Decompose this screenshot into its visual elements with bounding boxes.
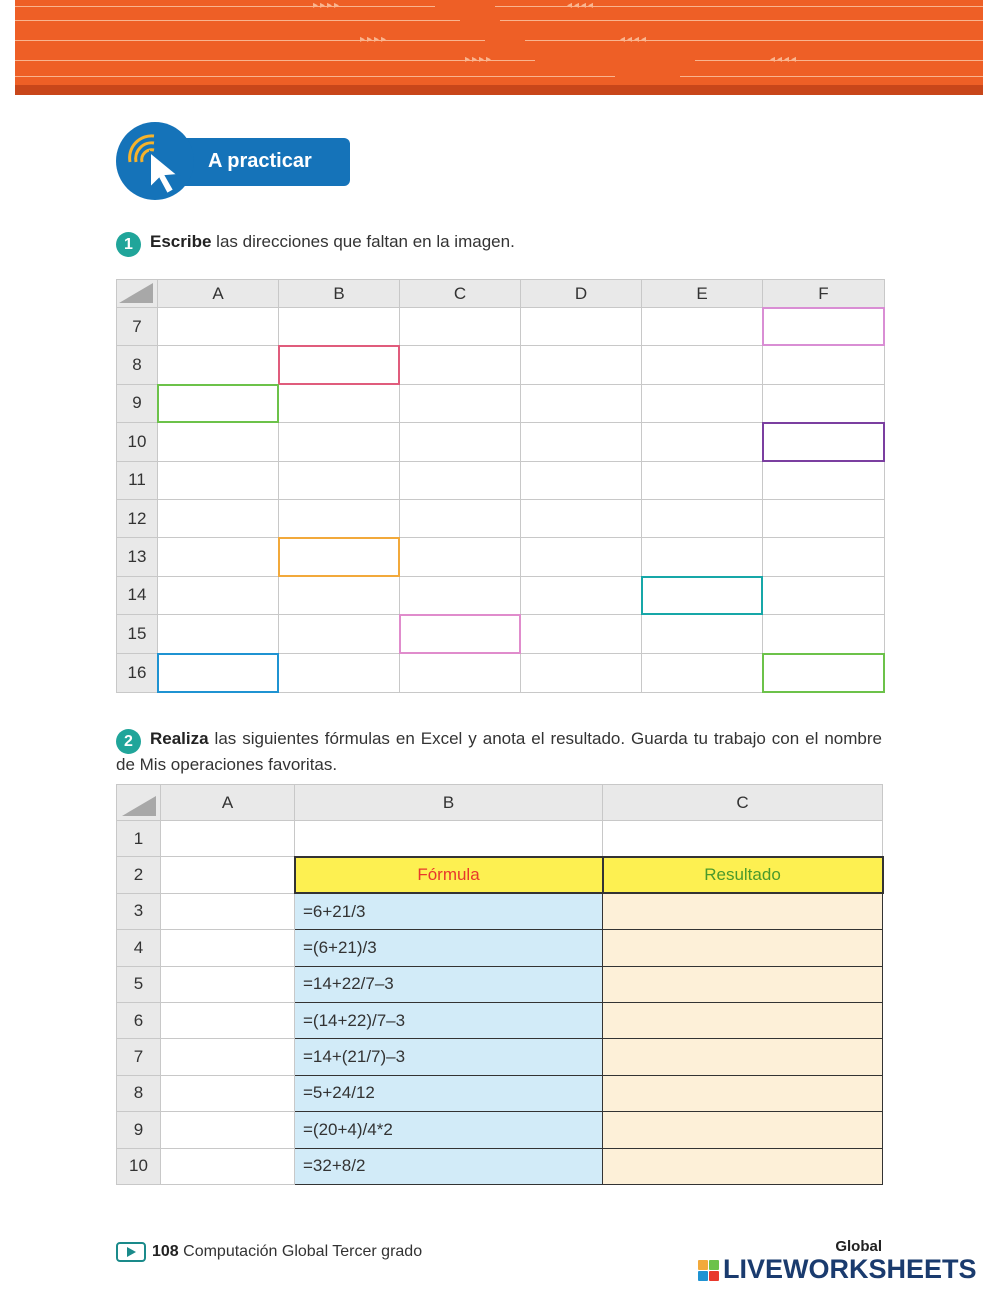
table-row [117,930,883,966]
grid-cell[interactable] [763,538,885,576]
address-grid [116,279,885,693]
grid-row [117,423,885,461]
row-header: 10 [117,1148,161,1184]
grid-cell[interactable] [642,461,763,499]
grid-cell[interactable] [279,576,400,614]
grid-cell[interactable] [642,538,763,576]
result-header[interactable]: Resultado [603,857,883,893]
column-header: C [400,280,521,308]
cell-a[interactable] [161,821,295,857]
grid-cell[interactable] [400,653,521,692]
grid-cell[interactable] [279,615,400,653]
select-all-corner [117,785,161,821]
grid-cell[interactable] [642,384,763,422]
column-header: F [763,280,885,308]
grid-cell[interactable] [642,423,763,461]
formula-cell: =14+22/7–3 [295,966,603,1002]
grid-row [117,499,885,537]
grid-cell[interactable] [521,576,642,614]
cell-a[interactable] [161,857,295,893]
result-input-cell[interactable] [603,1075,883,1111]
grid-cell[interactable] [763,615,885,653]
grid-row [117,538,885,576]
result-input-cell[interactable] [603,930,883,966]
grid-cell[interactable] [279,653,400,692]
row-header: 6 [117,1002,161,1038]
badge-label: A practicar [208,150,312,172]
formula-cell: =(6+21)/3 [295,930,603,966]
formula-cell: =(14+22)/7–3 [295,1002,603,1038]
grid-cell[interactable] [521,499,642,537]
cell-a[interactable] [161,1148,295,1184]
exercise2-verb: Realiza [150,729,209,748]
formula-table [116,784,884,1185]
table-row [117,821,883,857]
highlighted-cell[interactable] [157,653,279,693]
grid-cell[interactable] [279,308,400,346]
grid-cell[interactable] [400,615,521,653]
column-header: A [158,280,279,308]
result-input-cell[interactable] [603,1148,883,1184]
page-number: 108 [152,1243,179,1260]
grid-cell[interactable] [279,538,400,576]
grid-cell[interactable] [521,308,642,346]
row-header: 1 [117,821,161,857]
grid-cell[interactable] [400,346,521,384]
grid-cell[interactable] [763,308,885,346]
highlighted-cell[interactable] [762,653,885,693]
logo-blocks-icon [698,1260,720,1282]
grid-row [117,461,885,499]
cell-b[interactable] [295,821,603,857]
row-header: 12 [117,499,158,537]
row-header: 5 [117,966,161,1002]
cell-a[interactable] [161,1075,295,1111]
highlighted-cell[interactable] [157,384,279,423]
grid-cell[interactable] [521,346,642,384]
select-all-corner [117,280,158,308]
header-banner: ▸▸▸▸ ◂◂◂◂ ▸▸▸▸ ◂◂◂◂ ▸▸▸▸ ◂◂◂◂ [15,0,983,95]
column-header: B [295,785,603,821]
result-input-cell[interactable] [603,1039,883,1075]
grid-cell[interactable] [642,576,763,614]
formula-cell: =32+8/2 [295,1148,603,1184]
exercise2-text: las siguientes fórmulas en Excel y anota el resultado. Guarda tu trabajo con el nombre de Mis operaciones favoritas. [116,729,882,774]
grid-cell[interactable] [763,499,885,537]
cell-a[interactable] [161,1112,295,1148]
cell-a[interactable] [161,893,295,929]
row-header: 16 [117,653,158,692]
column-header: B [279,280,400,308]
formula-cell: =5+24/12 [295,1075,603,1111]
column-header: E [642,280,763,308]
row-header: 10 [117,423,158,461]
grid-cell[interactable] [400,461,521,499]
grid-cell[interactable] [158,576,279,614]
table-row [117,1002,883,1038]
grid-cell[interactable] [400,423,521,461]
row-header: 15 [117,615,158,653]
grid-cell[interactable] [642,499,763,537]
row-header: 7 [117,1039,161,1075]
brand-top: Global [835,1238,882,1255]
row-header: 4 [117,930,161,966]
grid-cell[interactable] [521,615,642,653]
grid-cell[interactable] [158,499,279,537]
highlighted-cell[interactable] [641,576,763,615]
exercise2-number: 2 [116,729,141,754]
table-row [117,1148,883,1184]
result-input-cell[interactable] [603,1002,883,1038]
column-header: C [603,785,883,821]
row-header: 8 [117,346,158,384]
grid-cell[interactable] [763,461,885,499]
result-input-cell[interactable] [603,966,883,1002]
brand-name: LIVEWORKSHEETS [723,1254,977,1284]
formula-cell: =6+21/3 [295,893,603,929]
grid-row [117,346,885,384]
row-header: 11 [117,461,158,499]
cell-c[interactable] [603,821,883,857]
table-row [117,857,883,893]
cell-a[interactable] [161,1039,295,1075]
liveworksheets-logo [696,1238,996,1288]
practice-badge [116,122,352,200]
table-row [117,1075,883,1111]
grid-cell[interactable] [642,346,763,384]
grid-cell[interactable] [521,384,642,422]
formula-cell: =(20+4)/4*2 [295,1112,603,1148]
book-title: Computación Global Tercer grado [178,1243,423,1260]
column-header: D [521,280,642,308]
grid-cell[interactable] [158,461,279,499]
highlighted-cell[interactable] [278,537,400,576]
grid-row [117,615,885,653]
grid-cell[interactable] [279,499,400,537]
column-header: A [161,785,295,821]
grid-row [117,308,885,346]
highlighted-cell[interactable] [399,614,521,653]
grid-row [117,576,885,614]
grid-cell[interactable] [158,653,279,692]
row-header: 2 [117,857,161,893]
grid-cell[interactable] [763,576,885,614]
exercise1-number: 1 [116,232,141,257]
table-row [117,893,883,929]
grid-cell[interactable] [642,308,763,346]
grid-cell[interactable] [279,461,400,499]
grid-cell[interactable] [763,653,885,692]
grid-cell[interactable] [400,499,521,537]
table-row [117,966,883,1002]
grid-cell[interactable] [521,423,642,461]
grid-cell[interactable] [763,423,885,461]
formula-cell: =14+(21/7)–3 [295,1039,603,1075]
highlighted-cell[interactable] [278,345,400,384]
grid-cell[interactable] [158,538,279,576]
grid-cell[interactable] [158,384,279,422]
row-header: 13 [117,538,158,576]
grid-cell[interactable] [400,384,521,422]
exercise2-instruction [116,728,882,776]
grid-cell[interactable] [521,653,642,692]
grid-cell[interactable] [158,346,279,384]
grid-cell[interactable] [642,615,763,653]
exercise1-verb: Escribe [150,232,212,251]
page-footer [116,1240,422,1264]
result-input-cell[interactable] [603,893,883,929]
exercise1-instruction [116,231,515,257]
grid-cell[interactable] [158,308,279,346]
row-header: 8 [117,1075,161,1111]
grid-cell[interactable] [642,653,763,692]
cell-a[interactable] [161,966,295,1002]
grid-cell[interactable] [521,461,642,499]
grid-cell[interactable] [763,346,885,384]
grid-cell[interactable] [763,384,885,422]
grid-cell[interactable] [158,615,279,653]
table-row [117,1112,883,1148]
highlighted-cell[interactable] [762,307,885,346]
cursor-click-icon [116,122,194,200]
cell-a[interactable] [161,930,295,966]
grid-cell[interactable] [400,308,521,346]
grid-cell[interactable] [158,423,279,461]
grid-cell[interactable] [521,538,642,576]
grid-cell[interactable] [279,423,400,461]
play-icon [116,1242,146,1262]
row-header: 9 [117,384,158,422]
grid-cell[interactable] [400,538,521,576]
exercise1-text: las direcciones que faltan en la imagen. [211,232,515,251]
table-row [117,1039,883,1075]
row-header: 14 [117,576,158,614]
formula-header[interactable]: Fórmula [295,857,603,893]
highlighted-cell[interactable] [762,422,885,461]
grid-row [117,653,885,692]
result-input-cell[interactable] [603,1112,883,1148]
row-header: 3 [117,893,161,929]
cell-a[interactable] [161,1002,295,1038]
row-header: 7 [117,308,158,346]
grid-cell[interactable] [279,384,400,422]
grid-cell[interactable] [400,576,521,614]
grid-cell[interactable] [279,346,400,384]
row-header: 9 [117,1112,161,1148]
grid-row [117,384,885,422]
